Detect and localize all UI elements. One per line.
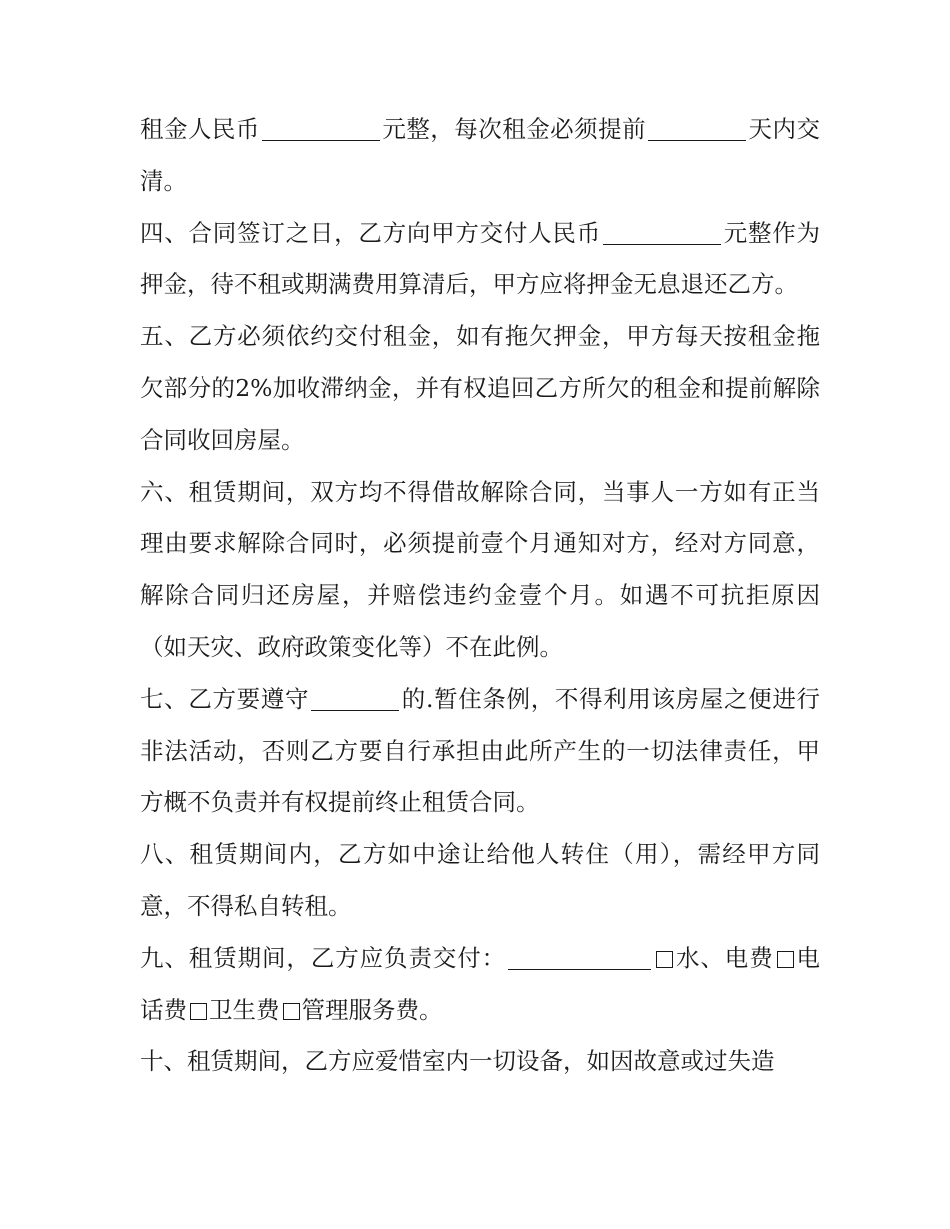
rent-text-3: 天内交清。 (140, 115, 821, 195)
termination-text: 六、租赁期间，双方均不得借故解除合同，当事人一方如有正当理由要求解除合同时，必须提前壹个月通知对方，经对方同意，解除合同归还房屋，并赔偿违约金壹个月。如遇不可抗拒原因（如天灾、政府政策变化等）不在此例。 (140, 477, 820, 661)
paragraph-7-regulations (140, 674, 820, 829)
phone-fee-label: 电话费 (140, 943, 821, 1024)
equipment-text: 十、租赁期间，乙方应爱惜室内一切设备，如因故意或过失造 (140, 1047, 775, 1076)
deposit-amount-blank[interactable] (603, 218, 721, 245)
regulations-text-2: 的.暂住条例，不得利用该房屋之便进行非法活动，否则乙方要自行承担由此所产生的一切法律责任，甲方概不负责并有权提前终止租赁合同。 (140, 684, 820, 817)
paragraph-8-sublet (140, 829, 820, 933)
advance-days-blank[interactable] (648, 114, 746, 141)
management-fee-label: 管理服务费。 (301, 995, 443, 1024)
phone-fee-checkbox[interactable] (777, 951, 794, 968)
late-fee-text: 五、乙方必须依约交付租金，如有拖欠押金，甲方每天按租金拖欠部分的2%加收滞纳金，并有权追回乙方所欠的租金和提前解除合同收回房屋。 (140, 322, 820, 454)
management-fee-checkbox[interactable] (283, 1003, 300, 1020)
deposit-text-1: 四、合同签订之日，乙方向甲方交付人民币 (140, 218, 601, 247)
water-electric-label: 水、电费 (675, 943, 774, 972)
paragraph-10-equipment (140, 1036, 820, 1088)
rent-amount-blank[interactable] (262, 114, 380, 141)
rent-text-2: 元整，每次租金必须提前 (381, 115, 647, 143)
paragraph-4-deposit (140, 208, 820, 312)
sublet-text: 八、租赁期间内，乙方如中途让给他人转住（用），需经甲方同意，不得私自转租。 (140, 840, 820, 920)
sanitation-fee-checkbox[interactable] (190, 1003, 207, 1020)
paragraph-5-late-fee (140, 311, 820, 466)
paragraph-6-termination (140, 467, 820, 674)
paragraph-9-fees (140, 933, 820, 1037)
rent-text-1: 租金人民币 (140, 115, 260, 143)
water-electric-checkbox[interactable] (656, 951, 673, 968)
deposit-text-2: 元整作为押金，待不租或期满费用算清后，甲方应将押金无息退还乙方。 (140, 218, 821, 299)
paragraph-rent-payment (140, 104, 820, 208)
regulation-place-blank[interactable] (311, 684, 399, 711)
fees-text-1: 九、租赁期间，乙方应负责交付： (140, 943, 507, 972)
sanitation-fee-label: 卫生费 (209, 995, 280, 1024)
contract-body (140, 104, 820, 1088)
fees-blank[interactable] (508, 943, 651, 970)
regulations-text-1: 七、乙方要遵守 (140, 684, 310, 713)
